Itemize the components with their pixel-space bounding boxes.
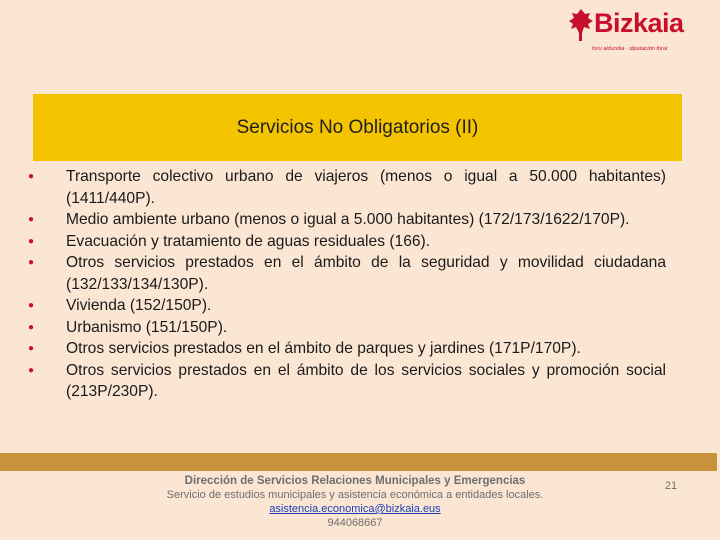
list-item: ● Transporte colectivo urbano de viajeros (menos o igual a 50.000 habitantes) (1411/440P). (28, 168, 666, 207)
bullet-icon: ● (28, 364, 35, 376)
bullet-icon: ● (28, 300, 35, 311)
bullet-icon: ● (28, 214, 35, 225)
logo-wordmark: Bizkaia (594, 8, 684, 38)
bullet-icon: ● (28, 343, 35, 354)
page-number: 21 (664, 480, 678, 492)
list-item: ● Urbanismo (151/150P). (28, 317, 666, 339)
footer (110, 474, 600, 530)
list-item: ● Otros servicios prestados en el ámbito de los servicios sociales y promoción social (213P/230P). (28, 361, 666, 400)
footer-service: Servicio de estudios municipales y asistencia económica a entidades locales. (166, 489, 544, 501)
bullet-icon: ● (28, 171, 35, 182)
logo-subtitle: foru aldundia · diputación foral (592, 46, 668, 52)
slide-title: Servicios No Obligatorios (II) (236, 117, 479, 138)
footer-band (0, 453, 717, 471)
bullet-icon: ● (28, 321, 35, 333)
title-band (33, 94, 682, 161)
footer-department: Dirección de Servicios Relaciones Municipales y Emergencias (184, 475, 526, 487)
bullet-icon: ● (28, 235, 35, 247)
list-item: ● Evacuación y tratamiento de aguas residuales (166). (28, 231, 666, 253)
footer-email-link[interactable]: asistencia.economica@bizkaia.eus (269, 503, 441, 515)
list-item: ● Otros servicios prestados en el ámbito de la seguridad y movilidad ciudadana (132/133/134/130P). (28, 254, 666, 293)
service-list (28, 166, 666, 403)
bizkaia-logo (568, 6, 708, 82)
list-item: ● Medio ambiente urbano (menos o igual a 5.000 habitantes) (172/173/1622/170P). (28, 209, 666, 231)
bizkaia-tree-logo-icon (568, 8, 594, 42)
list-item: ● Otros servicios prestados en el ámbito de parques y jardines (171P/170P). (28, 338, 666, 360)
footer-phone: 944068667 (327, 517, 383, 529)
list-item: ● Vivienda (152/150P). (28, 295, 666, 317)
bullet-icon: ● (28, 257, 35, 268)
